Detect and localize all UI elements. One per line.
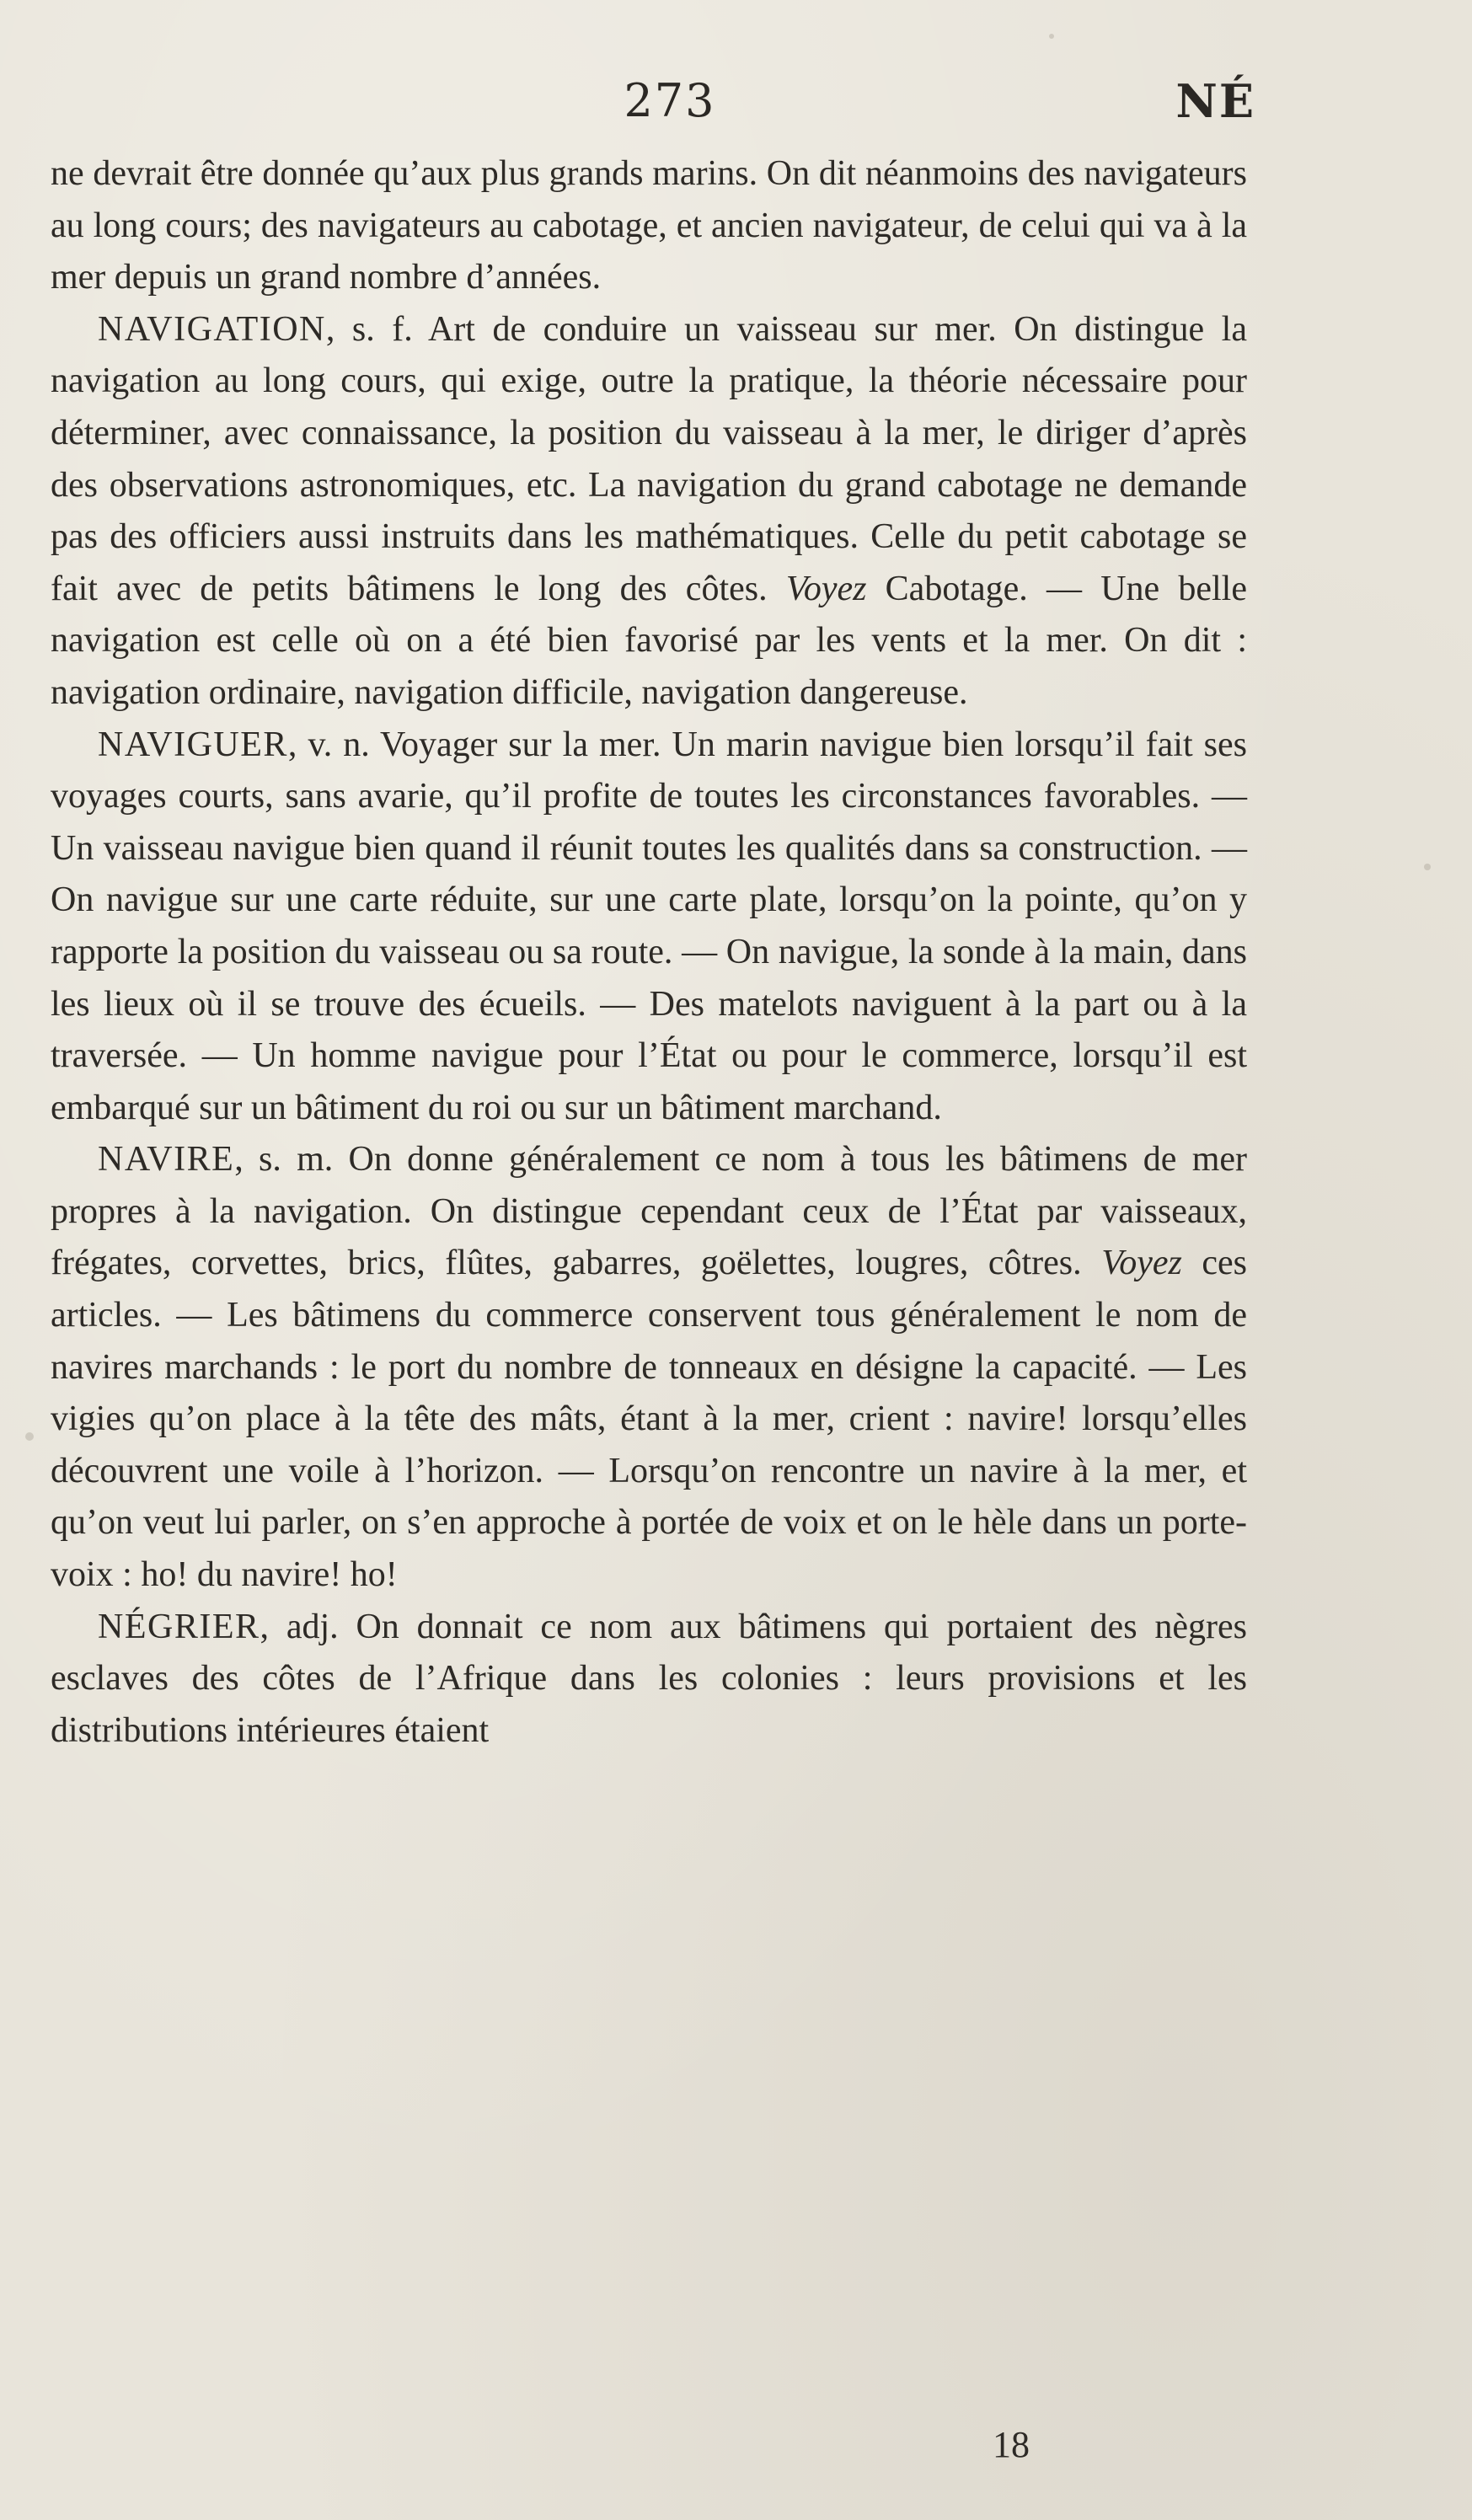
entry-continuation xyxy=(51,148,1247,304)
entry-navigation xyxy=(51,304,1247,720)
entry-text-after-see: ces articles. — Les bâtimens du commerce conservent tous généralement le nom de navires marchands : le port du nombre de tonneaux en désigne la capacité. — Les vigies qu’on place à la tête des mâts, étant à la mer, crient : navire! lorsqu’elles découvrent une voile à l’horizon. — Lorsqu’on rencontre un navire à la mer, et qu’on veut lui parler, on s’en approche à portée de voix et on le hèle dans un porte-voix : ho! du navire! ho! xyxy=(51,1244,1247,1595)
dictionary-text xyxy=(51,148,1247,1757)
entry-headword: NAVIRE xyxy=(98,1140,235,1180)
entry-text: , adj. On donnait ce nom aux bâtimens qui portaient des nègres esclaves des côtes de l’Afrique dans les colonies : leurs provisions et les distributions intérieures étaient xyxy=(51,1607,1247,1750)
paper-spot xyxy=(1424,864,1431,870)
entry-text: , v. n. Voyager sur la mer. Un marin navigue bien lorsqu’il fait ses voyages courts, sans avarie, qu’il profite de toutes les circonstances favorables. — Un vaisseau navigue bien quand il réunit toutes les qualités dans sa construction. — On navigue sur une carte réduite, sur une carte plate, lorsqu’on la pointe, qu’on y rapporte la position du vaisseau ou sa route. — On navigue, la sonde à la main, dans les lieux où il se trouve des écueils. — Des matelots naviguent à la part ou à la traversée. — Un homme navigue pour l’État ou pour le commerce, lorsqu’il est embarqué sur un bâtiment du roi ou sur un bâtiment marchand. xyxy=(51,725,1247,1127)
entry-headword: NAVIGATION xyxy=(98,309,326,349)
running-head: NÉ xyxy=(1175,74,1255,128)
see-reference: Voyez xyxy=(1101,1244,1182,1283)
page-header xyxy=(93,74,1255,142)
paper-spot xyxy=(25,1432,34,1441)
entry-negrier xyxy=(51,1602,1247,1758)
entry-headword: NAVIGUER xyxy=(98,725,288,764)
entry-text: , s. f. Art de conduire un vaisseau sur mer. On distingue la navigation au long cours, qui exige, outre la pratique, la théorie nécessaire pour déterminer, avec connaissance, la position du vaisseau à la mer, le diriger d’après des observations astronomiques, etc. La navigation du grand cabotage ne demande pas des officiers aussi instruits dans les mathématiques. Celle du petit cabotage se fait avec de petits bâtimens le long des côtes. xyxy=(51,309,1247,608)
entry-navire xyxy=(51,1134,1247,1601)
entry-text: ne devrait être donnée qu’aux plus grands marins. On dit néanmoins des navigateurs au long cours; des navigateurs au cabotage, et ancien navigateur, de celui qui va à la mer depuis un grand nombre d’années. xyxy=(51,154,1247,297)
entry-text: , s. m. On donne généralement ce nom à tous les bâtimens de mer propres à la navigation. On distingue cependant ceux de l’État par vaisseaux, frégates, corvettes, brics, flûtes, gabarres, goëlettes, lougres, côtres. xyxy=(51,1140,1247,1283)
entry-naviguer xyxy=(51,720,1247,1135)
entry-headword: NÉGRIER xyxy=(98,1607,260,1646)
see-reference: Voyez xyxy=(785,569,867,608)
entry-text-after-see: Cabotage. — Une belle navigation est celle où on a été bien favorisé par les vents et la mer. On dit : navigation ordinaire, navigation difficile, navigation dangereuse. xyxy=(51,569,1247,712)
paper-spot xyxy=(1049,34,1054,39)
signature-mark: 18 xyxy=(993,2424,1030,2465)
page-number: 273 xyxy=(624,74,716,127)
